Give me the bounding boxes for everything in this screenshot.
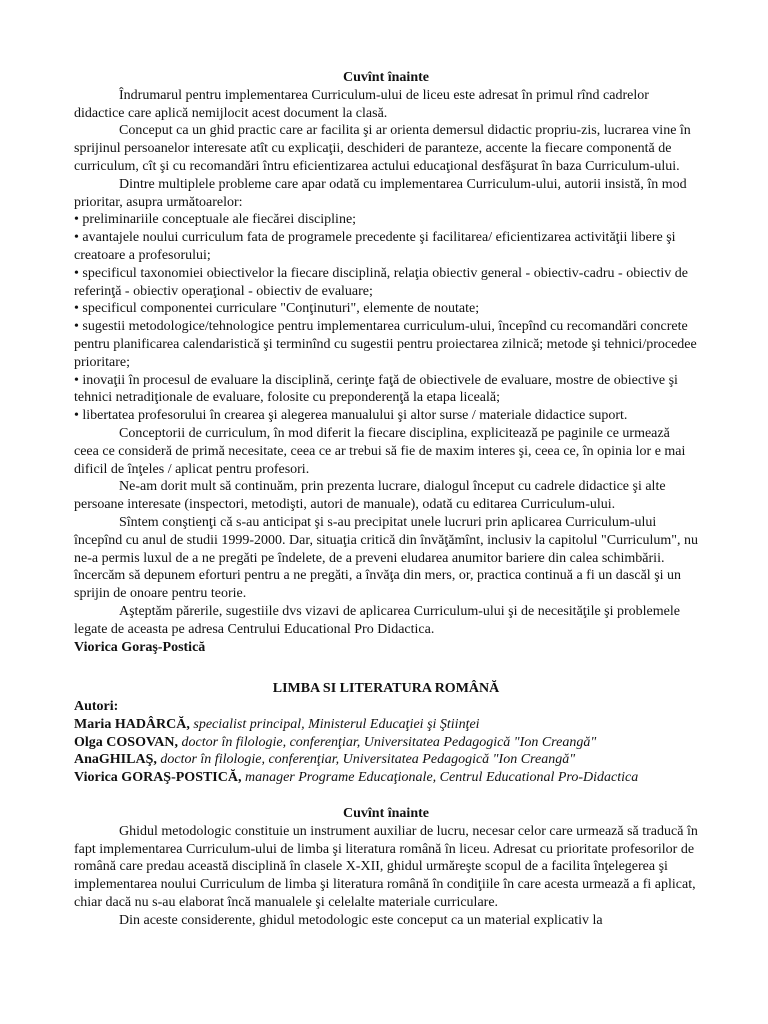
author-role: doctor în filologie, conferenţiar, Universitatea Pedagogică "Ion Creangă" xyxy=(177,734,597,750)
author-entry xyxy=(74,769,698,787)
list-item: • preliminariile conceptuale ale fiecărei discipline; xyxy=(74,212,357,228)
author-name: Olga COSOVAN, xyxy=(74,734,178,750)
paragraph: Conceput ca un ghid practic care ar facilita şi ar orienta demersul didactic propriu-zis, lucrarea vine în sprijinul persoanelor interesate atît cu explicaţii, deschideri de paranteze, accente la fiecare componentă de curriculum, cît şi cu recomandări întru eficientizarea actului educaţional desfăşurat în baza Curriculum-ului. xyxy=(74,123,691,174)
paragraph: Îndrumarul pentru implementarea Curriculum-ului de liceu este adresat în primul rînd cadrelor didactice care aplică nemijlocit acest document la clasă. xyxy=(74,87,649,121)
section-title: Cuvînt înainte xyxy=(343,70,429,85)
authors-label: Autori: xyxy=(74,699,119,715)
paragraph: Aşteptăm părerile, sugestiile dvs vizavi de aplicarea Curriculum-ului şi de necesităţile şi problemele legate de aceasta pe adresa Centrului Educational Pro Didactica. xyxy=(74,603,680,637)
section-title: Cuvînt înainte xyxy=(343,806,429,822)
spacer xyxy=(74,787,698,805)
paragraph: Conceptorii de curriculum, în mod diferit la fiecare disciplina, explicitează pe paginile ce urmează ceea ce consideră de primă necesitate, ceea ce ar trebui să fie de maxim interes şi, ceea ce, în opinia lor e mai dificil de înţeles / aplicat pentru profesori. xyxy=(74,425,686,477)
author-entry xyxy=(74,734,698,752)
paragraph: Ne-am dorit mult să continuăm, prin prezenta lucrare, dialogul început cu cadrele didactice şi alte persoane interesate (inspectori, metodişti, autori de manuale), odată cu editarea Curriculum-ului. xyxy=(74,479,666,513)
list-item: • libertatea profesorului în crearea şi alegerea manualului şi altor surse / materiale didactice suport. xyxy=(74,408,628,424)
paragraph: Ghidul metodologic constituie un instrument auxiliar de lucru, necesar celor care urmează să traducă în fapt implementarea Curriculum-ului de limba şi literatura română în liceu. Adresat cu prioritate profesorilor de română care predau această disciplină în clasele X-XII, ghidul urmăreşte scopul de a facilita înţelegerea şi implementarea noului Curriculum de limba şi literatura română în condiţiile în care acesta urmează a fi aplicat, chiar dacă nu s-au elaborat încă manualele şi celelalte materiale curriculare. xyxy=(74,823,698,911)
list-item: • inovaţii în procesul de evaluare la disciplină, cerinţe faţă de obiectivele de evaluare, mostre de obiective şi tehnici netradiţionale de evaluare, folosite cu preponderenţă la etapa liceală; xyxy=(74,372,678,406)
section-title: LIMBA SI LITERATURA ROMÂNĂ xyxy=(272,681,500,697)
author-name: Viorica GORAŞ-POSTICĂ, xyxy=(74,770,242,786)
paragraph: Sîntem conştienţi că s-au anticipat şi s-au precipitat unele lucruri prin aplicarea Curriculum-ului începînd cu anul de studii 1999-2000. Dar, situaţia critică din învăţămînt, inclusiv la capitolul "Curriculum", nu ne-a permis luxul de a ne pregăti pe îndelete, de a preveni eludarea anumitor bariere din calea schimbării. încercăm să depunem eforturi pentru a ne pregăti, a învăţa din mers, or, practica continuă a fi un dascăl şi un sprijin de onoare pentru teorie. xyxy=(74,514,699,602)
list-item: • specificul taxonomiei obiectivelor la fiecare disciplină, relaţia obiectiv general - obiectiv-cadru - obiectiv de referinţă - obiectiv operaţional - obiectiv de evaluare; xyxy=(74,265,689,299)
author-name: Maria HADÂRCĂ, xyxy=(74,716,190,732)
author-entry xyxy=(74,716,698,734)
list-item: • avantajele noului curriculum fata de programele precedente şi facilitarea/ eficientizarea activităţii libere şi creatoare a profesorului; xyxy=(74,230,676,263)
list-item: • specificul componentei curriculare "Conţinuturi", elemente de noutate; xyxy=(74,301,480,317)
author-entry xyxy=(74,751,698,769)
document-page xyxy=(74,69,698,930)
author-name: AnaGHILAŞ, xyxy=(74,752,157,768)
list-item: • sugestii metodologice/tehnologice pentru implementarea curriculum-ului, începînd cu recomandări concrete pentru planificarea calendaristică şi terminînd cu sugestii pentru proiectarea zilnică; metode şi tehnici/procedee prioritare; xyxy=(74,319,697,370)
author-role: doctor în filologie, conferenţiar, Universitatea Pedagogică "Ion Creangă" xyxy=(156,752,576,768)
paragraph: Din aceste considerente, ghidul metodologic este conceput ca un material explicativ la xyxy=(119,912,603,928)
author-role: manager Programe Educaţionale, Centrul Educational Pro-Didactica xyxy=(241,770,639,786)
signature: Viorica Goraş-Postică xyxy=(74,639,206,655)
author-role: specialist principal, Ministerul Educaţiei şi Ştiinţei xyxy=(189,716,480,732)
paragraph: Dintre multiplele probleme care apar odată cu implementarea Curriculum-ului, autorii insistă, în mod prioritar, asupra următoarelor: xyxy=(74,176,687,210)
spacer xyxy=(74,656,698,680)
